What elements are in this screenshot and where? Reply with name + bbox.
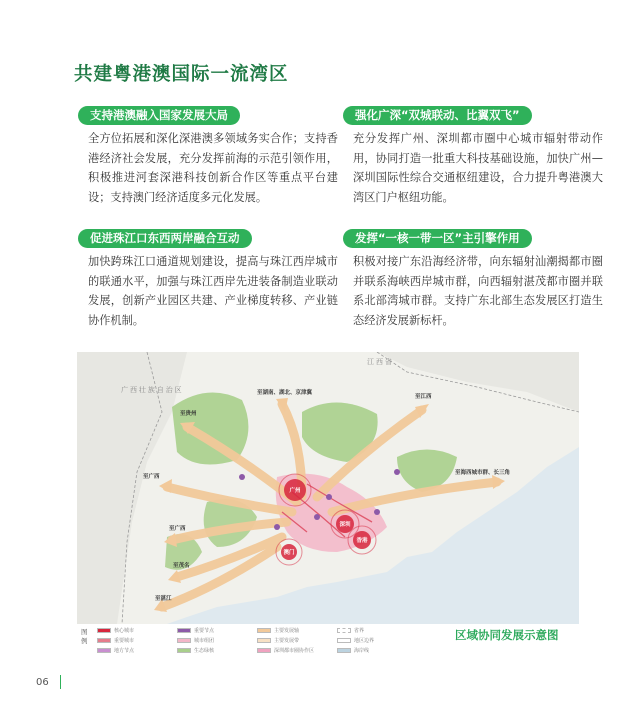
region-label-jiangxi: 江 西 省: [367, 359, 392, 366]
legend-item: 省界: [337, 627, 364, 634]
section-text: 加快跨珠江口通道规划建设，提高与珠江西岸城市的联通水平，加强与珠江西岸先进装备制造业联动发展，创新产业园区共建、产业梯度转移、产业链协作机制。: [88, 255, 338, 327]
region-label-guangxi-text: 广 西 壮 族 自 治 区: [121, 387, 182, 394]
page-number: 06: [36, 677, 49, 688]
label-maoming: 至茂名: [173, 563, 190, 569]
city-hongkong: 香港: [356, 538, 368, 544]
section-text: 积极对接广东沿海经济带，向东辐射汕潮揭都市圈并联系海峡西岸城市群，向西辐射湛茂都市圈并联系北部湾城市群。支持广东北部生态发展区打造生态经济发展新标杆。: [353, 255, 603, 327]
legend-item: 主要发展轴: [257, 627, 299, 634]
section-heading: 促进珠江口东西两岸融合互动: [78, 229, 252, 248]
section-text: 全方位拓展和深化深港澳多领域务实合作；支持香港经济社会发展，充分发挥前海的示范引领作用，积极推进河套深港科技创新合作区等重点平台建设；支持澳门经济适度多元化发展。: [88, 132, 338, 204]
page-title: 共建粤港澳国际一流湾区: [74, 64, 289, 85]
section-text: 充分发挥广州、深圳都市圈中心城市辐射带动作用，协同打造一批重大科技基础设施，加快广州—深圳国际性综合交通枢纽建设，合力提升粤港澳大湾区门户枢纽功能。: [353, 132, 603, 204]
section-gz-sz: [343, 104, 603, 207]
legend-item: 核心城市: [97, 627, 134, 634]
map-caption: 区域协同发展示意图: [455, 628, 559, 642]
label-hunan: 至湖南、湖北、京津冀: [257, 390, 313, 396]
legend-title: 图例: [81, 628, 88, 645]
section-heading: 强化广深“双城联动、比翼双飞”: [343, 106, 532, 125]
label-jiangxi: 至江西: [415, 394, 432, 400]
section-heading: 支持港澳融入国家发展大局: [78, 106, 240, 125]
legend-item: 生态绿核: [177, 647, 214, 654]
page-divider: [60, 675, 61, 689]
section-heading: 发挥“一核一带一区”主引擎作用: [343, 229, 532, 248]
city-macau: 澳门: [283, 550, 295, 556]
label-guangxi-s: 至广西: [169, 526, 186, 532]
city-shenzhen: 深圳: [339, 522, 351, 528]
legend-item: 主要发展带: [257, 637, 299, 644]
section-hk-macau: [78, 104, 338, 207]
map-legend: [77, 624, 457, 658]
label-zhanjiang: 至湛江: [155, 596, 172, 602]
legend-item: 海岸线: [337, 647, 369, 654]
regional-map: [77, 352, 579, 624]
label-guizhou: 至贵州: [180, 411, 197, 417]
legend-item: 城市组团: [177, 637, 214, 644]
section-pearl-river: [78, 227, 338, 330]
legend-item: 地方节点: [97, 647, 134, 654]
label-west-cs: 至海西城市群、长三角: [455, 470, 511, 476]
section-engine: [343, 227, 603, 330]
label-guangxi-n: 至广西: [143, 474, 160, 480]
region-label-guangxi: [121, 385, 182, 394]
legend-item: 重要城市: [97, 637, 134, 644]
city-guangzhou: 广州: [289, 488, 301, 494]
legend-item: 地区边界: [337, 637, 374, 644]
legend-item: 重要节点: [177, 627, 214, 634]
legend-item: 深圳都市圈协作区: [257, 647, 314, 654]
